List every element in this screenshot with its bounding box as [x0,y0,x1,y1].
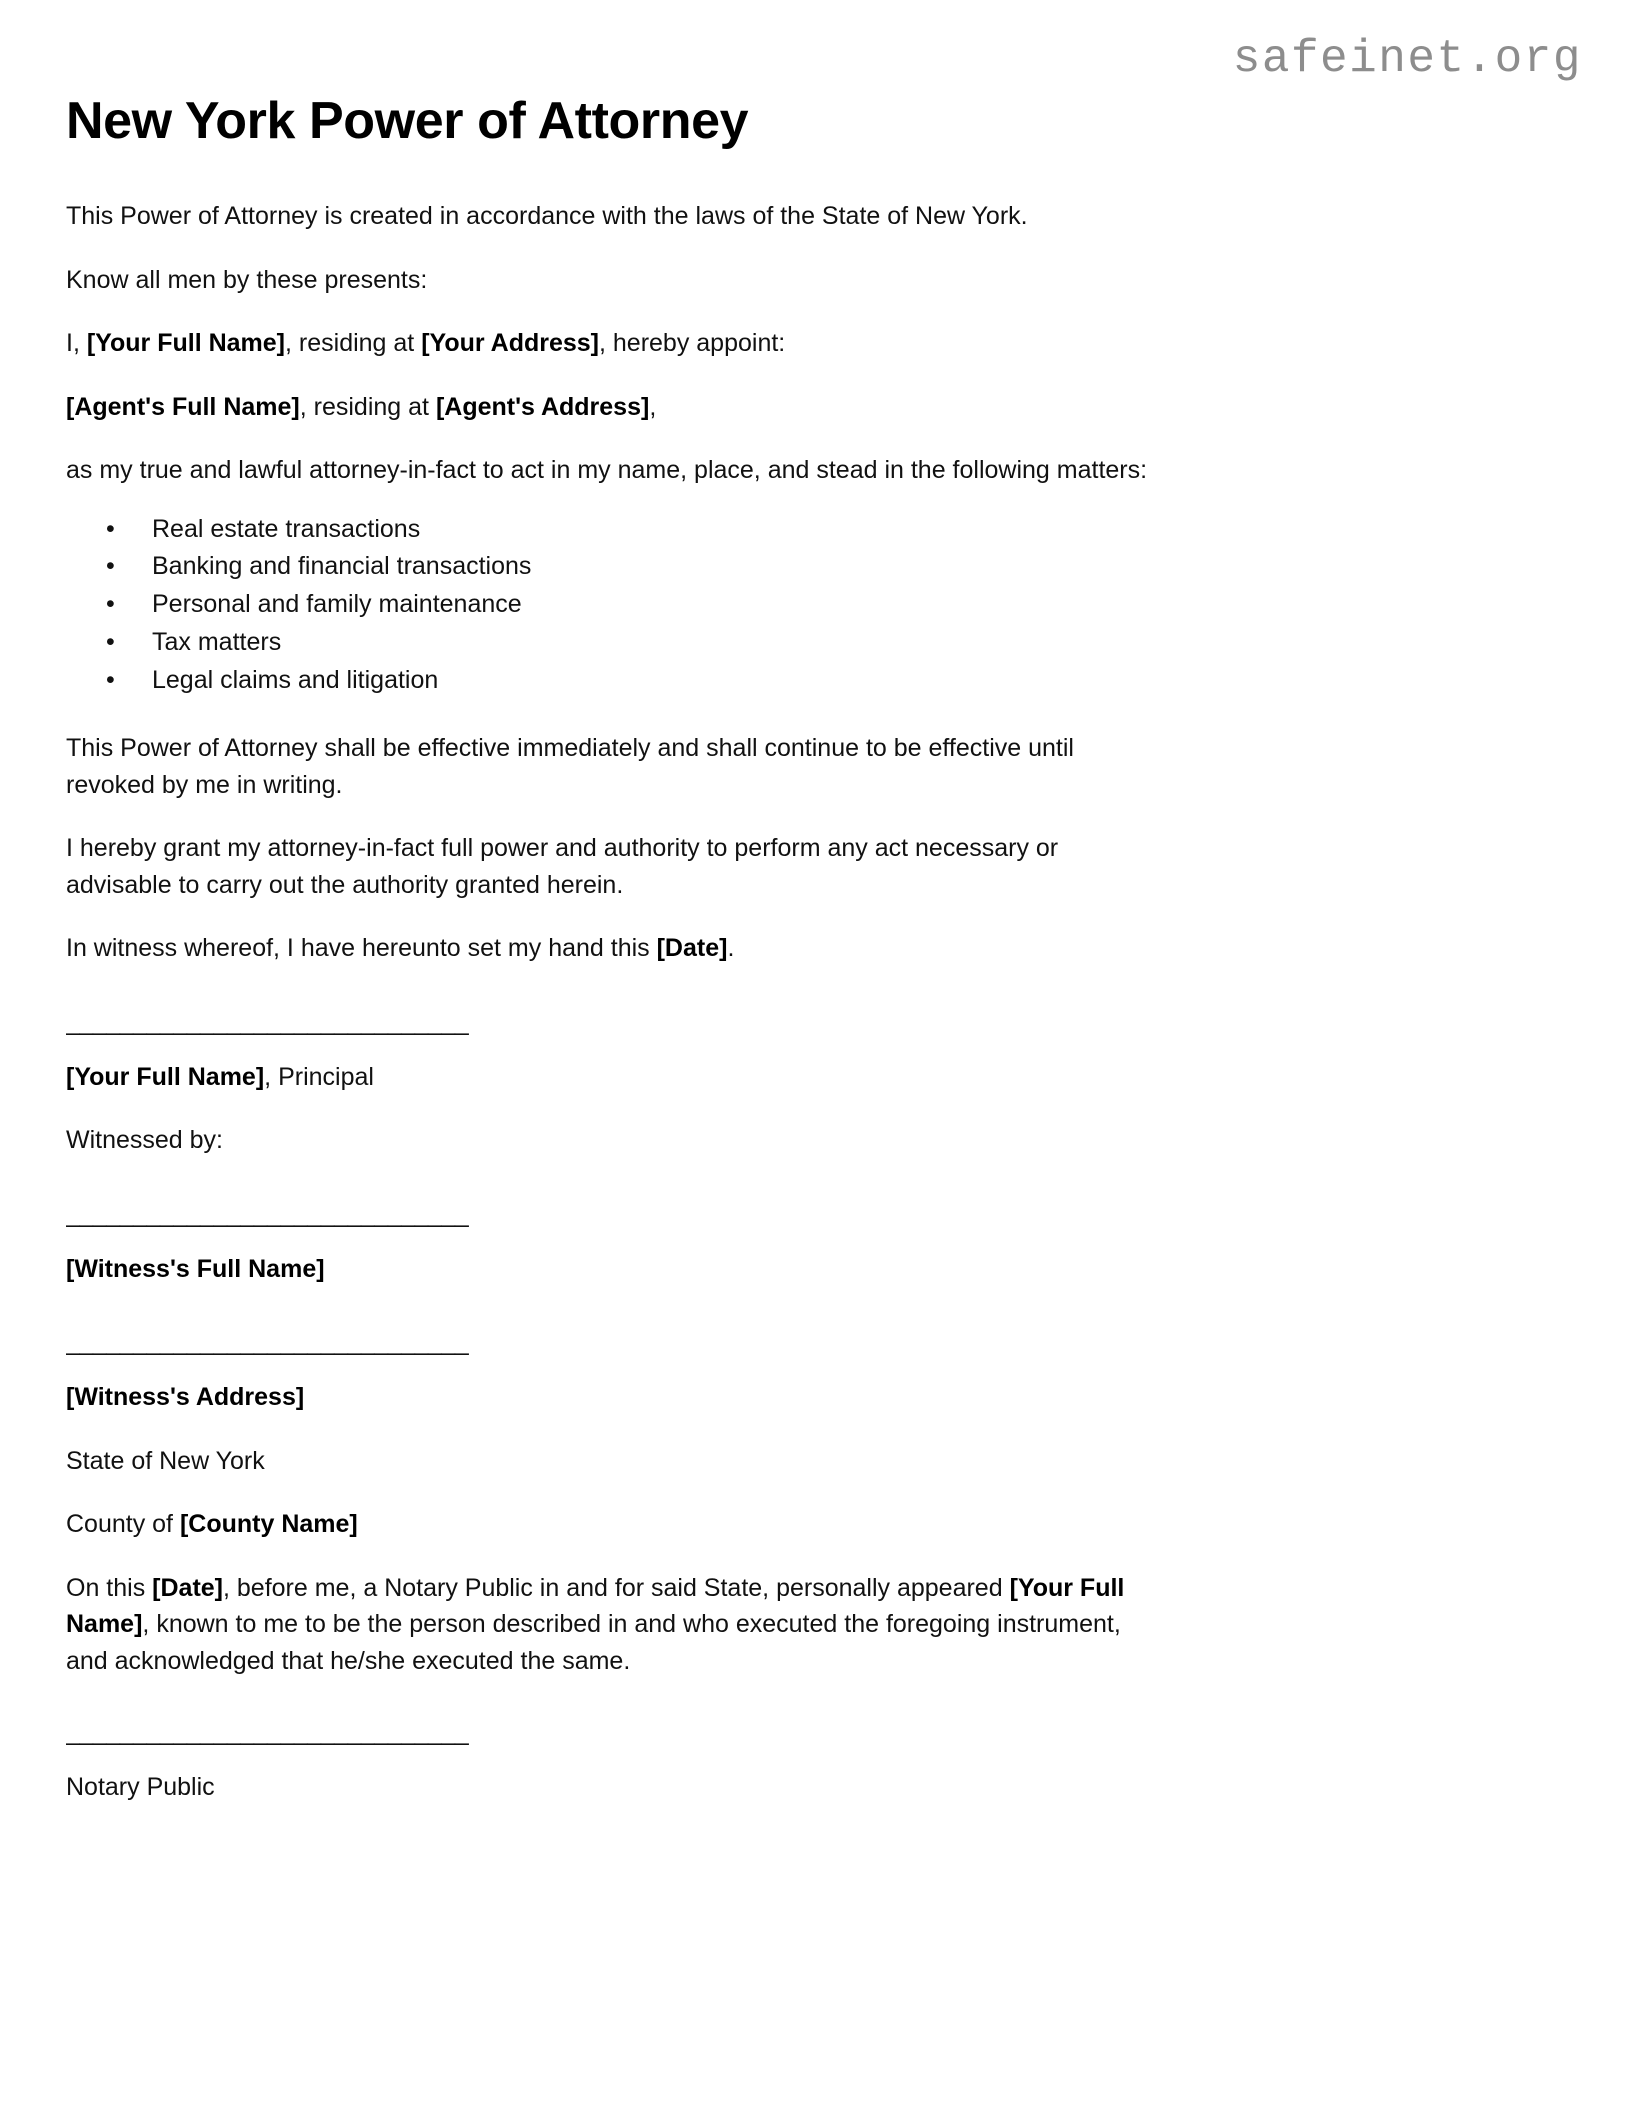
notary-county-prefix-text: County of [66,1510,180,1539]
list-item: • Legal claims and litigation [66,666,1158,704]
principal-name-placeholder: [Your Full Name] [86,329,286,358]
principal-signature-name-placeholder: [Your Full Name] [66,1062,265,1091]
effectiveness-paragraph: This Power of Attorney shall be effective immediately and shall continue to be effective until revoked by me in writing. [66,734,1074,799]
principal-address-placeholder: [Your Address] [421,329,599,358]
witness-name-placeholder: [Witness's Full Name] [66,1254,325,1283]
agent-address-placeholder: [Agent's Address] [435,392,650,421]
witness-whereof-date-placeholder: [Date] [656,934,728,963]
notary-ack-principal-name-placeholder: [Your Full Name] [66,1573,1125,1639]
principal-signature-rule: ______________________________ [66,1007,469,1036]
witness-whereof-prefix-text: In witness whereof, I have hereunto set my hand this [66,934,657,963]
list-item: • Personal and family maintenance [66,590,1158,628]
agent-name-placeholder: [Agent's Full Name] [66,392,300,421]
notary-signature-rule: ______________________________ [66,1718,469,1747]
principal-appointment-paragraph [66,298,1158,362]
grant-of-authority-paragraph: I hereby grant my attorney-in-fact full power and authority to perform any act necessary or advisable to carry out the authority granted herein. [66,834,1059,899]
witness-address-signature-rule: ______________________________ [66,1328,469,1357]
principal-signature-label [66,1037,1158,1096]
agent-residing-text: , residing at [299,392,436,421]
list-item: • Tax matters [66,628,1158,666]
witness-whereof-suffix-text: . [727,934,735,963]
principal-residing-text: , residing at [285,329,422,358]
principal-appoint-text: , hereby appoint: [599,329,786,358]
notary-ack-middle-text: , before me, a Notary Public in and for said State, personally appeared [223,1573,1010,1602]
notary-ack-suffix-text: , known to me to be the person described in and who executed the foregoing instrument, and acknowledged that he/she executed the same. [66,1610,1121,1675]
agent-designation-paragraph [66,362,1158,426]
principal-signature-role-text: , Principal [264,1062,374,1091]
witness-name-signature-rule: ______________________________ [66,1199,469,1228]
notary-county-line [66,1479,1158,1543]
witness-address-placeholder: [Witness's Address] [66,1383,305,1412]
witnessed-by-label: Witnessed by: [66,1126,224,1155]
notary-ack-prefix-text: On this [66,1573,153,1602]
agent-line-suffix-text: , [649,392,657,421]
page-title: New York Power of Attorney [66,92,749,150]
notary-county-placeholder: [County Name] [179,1510,358,1539]
know-all-men-paragraph: Know all men by these presents: [66,265,428,294]
witness-name-label [66,1229,1158,1288]
list-item: • Real estate transactions [66,515,1158,553]
principal-prefix-text: I, [66,329,87,358]
witness-whereof-paragraph [66,903,1158,967]
matters-list [66,489,1158,704]
watermark-safeinet-org: safeinet.org [1232,33,1582,85]
notary-ack-date-placeholder: [Date] [152,1573,223,1602]
appointment-purpose-paragraph: as my true and lawful attorney-in-fact to act in my name, place, and stead in the following matters: [66,456,1148,485]
list-item: • Banking and financial transactions [66,552,1158,590]
document-content [66,0,1158,1806]
notary-public-label: Notary Public [66,1773,215,1802]
notary-state-line: State of New York [66,1446,265,1475]
witness-address-label [66,1357,1158,1416]
intro-paragraph: This Power of Attorney is created in accordance with the laws of the State of New York. [66,202,1028,231]
notary-acknowledgment-paragraph [66,1543,1158,1680]
